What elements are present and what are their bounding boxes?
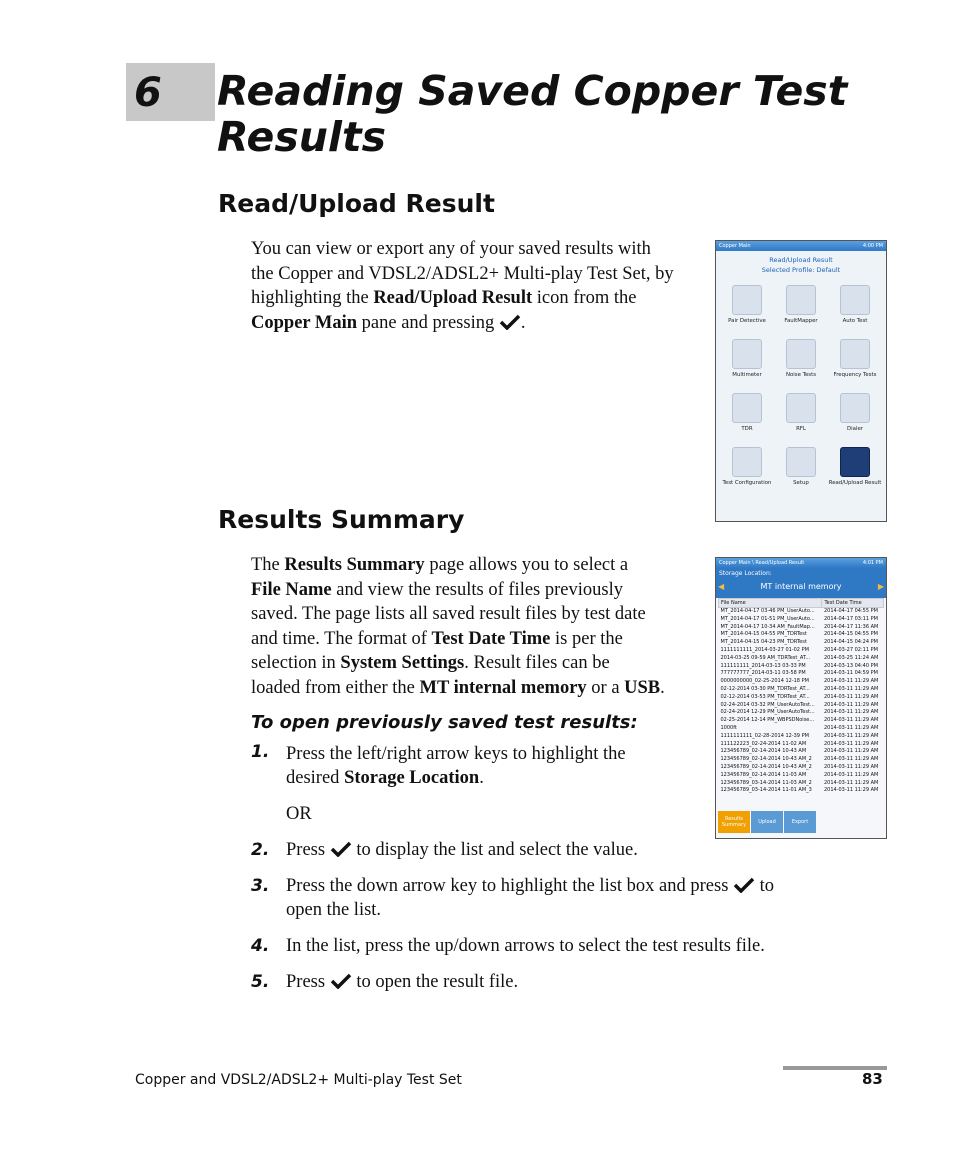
- file-name-cell: 777777777_2014-03-11 03-58 PM: [720, 670, 806, 677]
- checkmark-icon: [330, 841, 352, 857]
- table-row[interactable]: [719, 624, 884, 632]
- table-row[interactable]: [719, 725, 884, 733]
- tile-multimeter[interactable]: Multimeter: [720, 339, 774, 385]
- table-row[interactable]: [719, 663, 884, 671]
- read-upload-paragraph: You can view or export any of your saved results with the Copper and VDSL2/ADSL2+ Multi-play Test Set, by highlighting the Read/Upload Result icon from the Copper Main pane and pressing .: [251, 239, 674, 333]
- checkmark-icon: [330, 973, 352, 989]
- left-arrow-icon[interactable]: ◀: [718, 582, 725, 591]
- test-configuration-icon: [732, 447, 762, 477]
- table-row[interactable]: [719, 670, 884, 678]
- file-name-cell: 123456789_03-14-2014 11-01 AM_3: [720, 787, 812, 794]
- setup-icon: [786, 447, 816, 477]
- step-4-text: In the list, press the up/down arrows to select the test results file.: [286, 936, 765, 956]
- table-row[interactable]: [719, 616, 884, 624]
- col-file-name[interactable]: File Name: [719, 599, 822, 608]
- tile-test-configuration[interactable]: Test Configuration: [720, 447, 774, 493]
- app-tile-grid: [720, 285, 882, 493]
- file-name-cell: 123456789_02-14-2014 11-03 AM: [720, 771, 807, 778]
- table-row[interactable]: [719, 678, 884, 686]
- tile-auto-test[interactable]: Auto Test: [828, 285, 882, 331]
- upload-button[interactable]: Upload: [751, 811, 783, 833]
- section-heading-read-upload: Read/Upload Result: [218, 189, 495, 218]
- table-row[interactable]: [719, 772, 884, 780]
- file-name-cell: MT_2014-04-15 04-23 PM_TDRTest: [720, 639, 807, 646]
- chapter-title: Reading Saved Copper Test Results: [217, 67, 848, 161]
- tdr-icon: [732, 393, 762, 423]
- test-date-cell: 2014-03-11 11:29 AM: [823, 717, 879, 724]
- file-name-cell: MT_2014-04-17 01-51 PM_UserAuto...: [720, 615, 815, 622]
- table-row[interactable]: [719, 780, 884, 788]
- export-button[interactable]: Export: [784, 811, 816, 833]
- test-date-cell: 2014-03-11 11:29 AM: [823, 724, 879, 731]
- test-date-cell: 2014-03-27 02:11 PM: [823, 646, 878, 653]
- copper-main-screenshot: [715, 240, 887, 522]
- frequency-tests-icon: [840, 339, 870, 369]
- noise-tests-icon: [786, 339, 816, 369]
- screen-title-bar: Copper Main \ Read/Upload Result 4:01 PM: [716, 558, 886, 568]
- step-number: 3.: [251, 876, 270, 896]
- test-date-cell: 2014-03-11 04:59 PM: [823, 670, 878, 677]
- file-name-cell: 123456789_03-14-2014 11-03 AM_2: [720, 779, 812, 786]
- dialer-icon: [840, 393, 870, 423]
- results-summary-button[interactable]: Results Summary: [718, 811, 750, 833]
- multimeter-icon: [732, 339, 762, 369]
- tile-noise-tests[interactable]: Noise Tests: [774, 339, 828, 385]
- tile-rfl[interactable]: RFL: [774, 393, 828, 439]
- checkmark-icon: [499, 314, 521, 330]
- pair-detective-icon: [732, 285, 762, 315]
- file-name-cell: 1111111111_02-28-2014 12-39 PM: [720, 732, 809, 739]
- test-date-cell: 2014-03-11 11:29 AM: [823, 678, 879, 685]
- tile-frequency-tests[interactable]: Frequency Tests: [828, 339, 882, 385]
- file-name-cell: 02-24-2014 03-32 PM_UserAutoTest...: [720, 701, 815, 708]
- section-heading-results-summary: Results Summary: [218, 505, 465, 534]
- table-row[interactable]: [719, 756, 884, 764]
- table-row[interactable]: [719, 608, 884, 616]
- test-date-cell: 2014-03-11 11:29 AM: [823, 709, 879, 716]
- test-date-cell: 2014-03-11 11:29 AM: [823, 787, 879, 794]
- footer-title: Copper and VDSL2/ADSL2+ Multi-play Test Set: [135, 1072, 462, 1088]
- test-date-cell: 2014-03-13 04:40 PM: [823, 662, 878, 669]
- test-date-cell: 2014-03-11 11:29 AM: [823, 763, 879, 770]
- file-name-cell: 123456789_02-14-2014 10-43 AM: [720, 748, 807, 755]
- storage-location-value[interactable]: MT internal memory: [760, 582, 842, 591]
- file-name-cell: 111111111_2014-03-13 03-33 PM: [720, 662, 806, 669]
- file-name-cell: 02-24-2014 12-29 PM_UserAutoTest...: [720, 709, 815, 716]
- table-row[interactable]: [719, 631, 884, 639]
- table-row[interactable]: [719, 741, 884, 749]
- test-date-cell: 2014-03-11 11:29 AM: [823, 740, 879, 747]
- file-name-cell: 1111111111_2014-03-27 01-02 PM: [720, 646, 809, 653]
- table-row[interactable]: [719, 733, 884, 741]
- test-date-cell: 2014-03-11 11:29 AM: [823, 693, 879, 700]
- file-name-cell: MT_2014-04-17 03-46 PM_UserAuto...: [720, 608, 815, 614]
- file-name-cell: 1000ft: [720, 724, 737, 731]
- screen-title-bar: Copper Main 4:00 PM: [716, 241, 886, 251]
- file-name-cell: 2014-03-25 09-59 AM_TDRTest_AT...: [720, 654, 811, 661]
- test-date-cell: 2014-03-11 11:29 AM: [823, 748, 879, 755]
- tile-setup[interactable]: Setup: [774, 447, 828, 493]
- results-summary-screenshot: [715, 557, 887, 839]
- tile-pair-detective[interactable]: Pair Detective: [720, 285, 774, 331]
- tile-tdr[interactable]: TDR: [720, 393, 774, 439]
- table-row[interactable]: [719, 694, 884, 702]
- step-number: 5.: [251, 972, 270, 992]
- step-1-text: Press the left/right arrow keys to highlight the desired Storage Location.: [286, 744, 626, 788]
- results-summary-paragraph: The Results Summary page allows you to select a File Name and view the results of files previously saved. The page lists all saved result files by test date and time. The format of Test Date Time is per the selection in System Settings. Result files can be loaded from either the MT internal memory or a USB.: [251, 555, 665, 698]
- right-arrow-icon[interactable]: ▶: [877, 582, 884, 591]
- test-date-cell: 2014-04-17 03:11 PM: [823, 615, 878, 622]
- step-number: 1.: [251, 742, 270, 762]
- file-name-cell: MT_2014-04-17 10-34 AM_FaultMap...: [720, 623, 815, 630]
- auto-test-icon: [840, 285, 870, 315]
- tile-dialer[interactable]: Dialer: [828, 393, 882, 439]
- chapter-number: 6: [134, 70, 162, 116]
- bottom-button-bar: [718, 811, 816, 833]
- file-name-cell: 111122223_02-24-2014 11-02 AM: [720, 740, 807, 747]
- read-upload-result-icon: [840, 447, 870, 477]
- file-name-cell: 02-12-2014 03-53 PM_TDRTest_AT...: [720, 693, 810, 700]
- test-date-cell: 2014-04-15 04:55 PM: [823, 631, 878, 638]
- step-5-text: Press to open the result file.: [286, 972, 519, 992]
- test-date-cell: 2014-03-25 11:24 AM: [823, 654, 879, 661]
- test-date-cell: 2014-03-11 11:29 AM: [823, 701, 879, 708]
- table-row[interactable]: [719, 686, 884, 694]
- file-name-cell: 02-12-2014 03-30 PM_TDRTest_AT...: [720, 685, 810, 692]
- table-row[interactable]: [719, 717, 884, 725]
- table-row[interactable]: [719, 764, 884, 772]
- storage-location-panel: Storage Location: ◀ MT internal memory ▶: [716, 568, 886, 598]
- test-date-cell: 2014-03-11 11:29 AM: [823, 771, 879, 778]
- step-2-text: Press to display the list and select the value.: [286, 840, 638, 860]
- step-or-text: OR: [286, 804, 312, 824]
- file-name-cell: 0000000000_02-25-2014 12-18 PM: [720, 678, 809, 685]
- tile-read-upload-result[interactable]: Read/Upload Result: [828, 447, 882, 493]
- col-test-date-time[interactable]: Test Date Time: [822, 599, 884, 608]
- step-number: 2.: [251, 840, 270, 860]
- screen-header: Read/Upload Result Selected Profile: Default: [761, 256, 841, 274]
- table-row[interactable]: [719, 639, 884, 647]
- table-row[interactable]: [719, 748, 884, 756]
- test-date-cell: 2014-03-11 11:29 AM: [823, 685, 879, 692]
- step-number: 4.: [251, 936, 270, 956]
- tile-faultmapper[interactable]: FaultMapper: [774, 285, 828, 331]
- table-row[interactable]: [719, 655, 884, 663]
- table-row[interactable]: [719, 709, 884, 717]
- file-name-cell: 02-25-2014 12-14 PM_WBPSDNoise...: [720, 717, 815, 724]
- test-date-cell: 2014-04-17 04:55 PM: [823, 608, 878, 614]
- step-3-text: Press the down arrow key to highlight the list box and press to open the list.: [286, 876, 775, 920]
- test-date-cell: 2014-03-11 11:29 AM: [823, 779, 879, 786]
- test-date-cell: 2014-03-11 11:29 AM: [823, 732, 879, 739]
- checkmark-icon: [733, 877, 755, 893]
- results-file-table: [718, 598, 884, 795]
- test-date-cell: 2014-03-11 11:29 AM: [823, 756, 879, 763]
- file-name-cell: MT_2014-04-15 04-55 PM_TDRTest: [720, 631, 807, 638]
- procedure-title: To open previously saved test results:: [251, 712, 638, 733]
- table-row[interactable]: [719, 787, 884, 795]
- test-date-cell: 2014-04-17 11:36 AM: [823, 623, 879, 630]
- page-number: 83: [862, 1070, 883, 1088]
- table-row[interactable]: [719, 647, 884, 655]
- table-row[interactable]: [719, 702, 884, 710]
- test-date-cell: 2014-04-15 04:24 PM: [823, 639, 878, 646]
- file-name-cell: 123456789_02-14-2014 10-43 AM_2: [720, 756, 812, 763]
- rfl-icon: [786, 393, 816, 423]
- faultmapper-icon: [786, 285, 816, 315]
- file-name-cell: 123456789_02-14-2014 10-43 AM_2: [720, 763, 812, 770]
